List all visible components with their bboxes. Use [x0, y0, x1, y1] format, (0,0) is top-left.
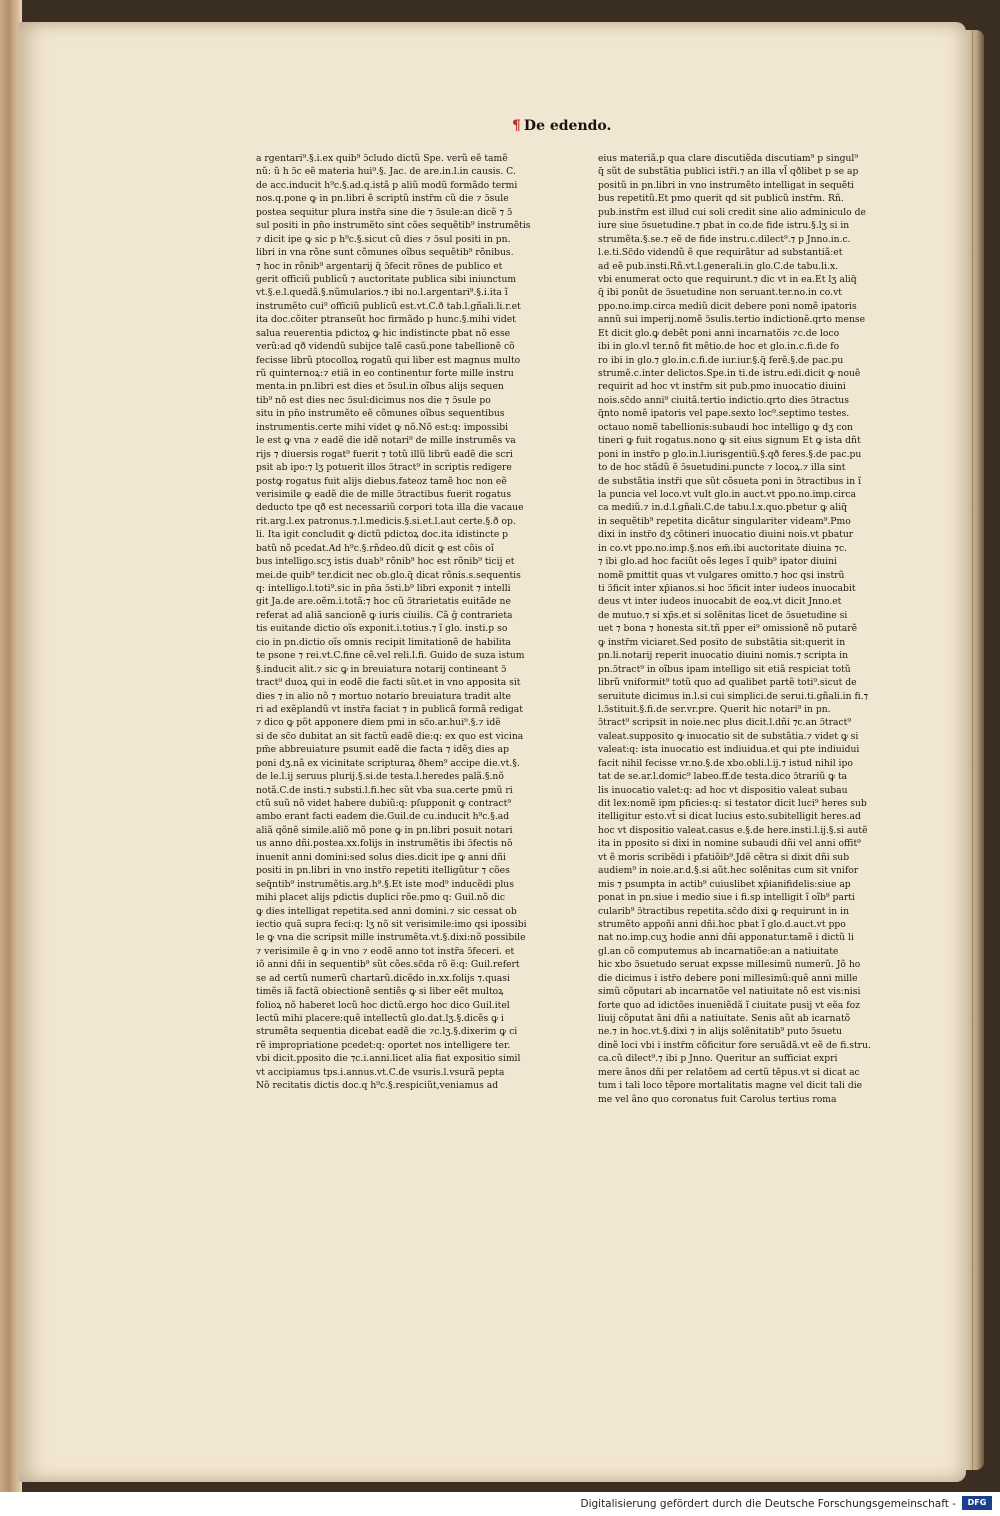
text-line: q̃nto nomẽ ipatoris vel pape.sexto loc⁹.septimo testes. — [598, 408, 850, 420]
text-line: poni dʒ.nã ex vicinitate scripturaꝝ ðhem⁹ accipe die.vt.§. — [256, 757, 520, 769]
text-line: la puncia vel loco.vt vult glo.in auct.vt ppo.no.imp.circa — [598, 488, 857, 500]
text-line: nũ: ũ h ɔ̃c eẽ materia hui⁹.§. Jac. de are.in.l.in causis. C. — [256, 166, 516, 178]
text-line: nomẽ pmittit quas vt vulgares omitto.⁊ hoc qsi instrũ — [598, 569, 845, 581]
text-line: pn.ɔ̃tract⁹ in oĩbus ipam intelligo sit etiã respiciat totũ — [598, 663, 851, 675]
text-line: q: intelligo.l.toti⁹.sic in pn̄a ɔ̃sti.b⁹ libri exponit ⁊ intelli — [256, 583, 511, 594]
text-line: bus intelligo.scʒ istis duab⁹ rõnib⁹ hoc est rõnib⁹ ticij et — [256, 556, 515, 568]
pilcrow-mark: ¶ — [512, 118, 521, 134]
text-line: iõ anni dñi in sequentib⁹ sũt cões.sc̃da rõ ẽ:q: Guil.refert — [256, 959, 520, 971]
text-line: ⁊ hoc in rõnib⁹ argentarij q̃ ɔ̃fecit rõnes de publico et — [256, 260, 503, 272]
text-line: de substãtia instr̃i que sũt cõsueta poni in ɔ̃tractibus in ĩ — [598, 475, 862, 487]
text-line: mis ⁊ psumpta in actib⁹ cuiuslibet xp̃ianifidelis:siue ap — [598, 878, 851, 890]
text-line: batũ nõ pcedat.Ad h⁹c.§.rñdeo.dũ dicit ꝙ est cõis oĩ — [256, 542, 494, 554]
text-line: gl.an cõ computemus ab incarnatiõe:an a natiuitate — [598, 945, 839, 957]
text-line: ꝙ dies intelligat repetita.sed anni domini.⁊ sic cessat ob — [256, 905, 517, 917]
text-line: vbi enumerat octo que requirunt.⁊ dic vt in ea.Et lʒ aliq̃ — [598, 273, 857, 285]
text-line: instrumẽto cui⁹ officiũ publicũ est.vt.C.ð tab.l.gñali.li.r.et — [256, 300, 521, 312]
text-line: ca.cũ dilect⁹.⁊ ibi p Jnno. Queritur an sufficiat expri — [598, 1053, 838, 1065]
text-line: pn.li.notarij reperit inuocatio diuini nomis.⁊ scripta in — [598, 650, 849, 662]
text-line: timẽs iã factã obiectionẽ sentiẽs ꝙ si liber eẽt multoꝝ — [256, 986, 504, 998]
text-line: eius materiã.p qua clare discutiẽda discutiam⁹ p singul⁹ — [598, 153, 859, 164]
text-line: instrumentis.certe mihi videt ꝙ nõ.Nõ est:q: impossibi — [256, 421, 509, 433]
text-line: audiem⁹ in noie.ar.d.§.si aũt.hec solẽnitas cum sit vnifor — [598, 865, 859, 877]
text-line: postea sequitur plura instr̃a sine die ⁊ ɔ̃sule:an dicẽ ⁊ ɔ̃ — [256, 206, 513, 218]
text-line: verisimile ꝙ eadẽ die de mille ɔ̃tractibus fuerit rogatus — [256, 488, 512, 500]
text-line: in sequẽtib⁹ repetita dicãtur singulariter videam⁹.Pmo — [598, 515, 851, 527]
text-line: le est ꝙ vna ⁊ eadẽ die idẽ notari⁹ de mille instrumẽs va — [256, 435, 516, 447]
text-line: pub.instr̃m est illud cui soli credit sine alio adminiculo de — [598, 206, 866, 218]
text-line: me vel ãno quo coronatus fuit Carolus tertius roma — [598, 1093, 837, 1105]
text-line: poni in instr̃o p glo.in.l.iurisgentiũ.§.qð feres.§.de pac.pu — [598, 448, 862, 460]
text-line: de le.l.ij seruus plurij.§.si.de testa.l.heredes palã.§.nõ — [256, 771, 504, 783]
text-line: us anno dñi.postea.xx.folijs in instrumẽtis ibi ɔ̃fectis nõ — [256, 838, 513, 850]
text-line: ꝙ instr̃m viciaret.Sed posito de substãtia sit:querit in — [598, 636, 846, 648]
text-line: strumẽta sequentia dicebat eadẽ die ⁊c.lʒ.§.dixerim ꝙ ci — [256, 1026, 518, 1038]
text-line: strumẽ.c.inter delictos.Spe.in ti.de istru.edi.dicit ꝙ nouẽ — [598, 368, 861, 379]
text-line: dit lex:nomẽ ipm pficies:q: si testator dicit luci⁹ heres sub — [598, 798, 867, 809]
text-line: inuenit anni domini:sed solus dies.dicit ipe ꝙ anni dñi — [256, 851, 506, 863]
text-line: Et dicit glo.ꝙ debẽt poni anni incarnatõis ⁊c.de loco — [598, 327, 840, 339]
text-line: tat de se.ar.l.domic⁹ labeo.ff.de testa.dico ɔ̃trariũ ꝙ ta — [598, 771, 848, 783]
text-line: de mutuo.⁊ si xp̃s.et si solẽnitas licet de ɔ̃suetudine si — [598, 609, 848, 621]
text-line: menta.in pn.libri est dies et ɔ̃sul.in oĩbus alijs sequen — [256, 381, 504, 393]
text-line: positi in pn.libri in vno instr̃o repetiti itelligũtur ⁊ cões — [256, 865, 510, 877]
text-line: mihi placet alijs pdictis duplici rõe.pmo q: Guil.nõ dic — [256, 892, 506, 904]
text-line: forte quo ad idictões inueniẽdã ĩ ciuitate pusij vt eẽa foz — [598, 999, 860, 1011]
text-line: salua reuerentia pdictoꝝ ꝙ hic indistincte pbat nõ esse — [256, 327, 511, 339]
text-line: ita doc.cõiter ptranseũt hoc firmãdo p hunc.§.mihi videt — [256, 314, 516, 326]
text-line: rit.arg.l.ex patronus.⁊.l.medicis.§.si.et.l.aut certe.§.ð op. — [256, 515, 516, 527]
text-line: dixi in instr̃o dʒ cõtineri inuocatio diuini nois.vt pbatur — [598, 529, 854, 541]
text-line: a rgentari⁹.§.i.ex quib⁹ ɔ̃cludo dictũ Spe. verũ eẽ tamẽ — [256, 153, 508, 164]
text-line: fecisse librũ ptocolloꝝ rogatũ qui liber est magnus multo — [256, 354, 521, 366]
text-line: referat ad aliã sancionẽ ꝙ iuris ciuilis. Cã ǧ contrarieta — [256, 609, 513, 621]
text-line: ad eẽ pub.insti.Rñ.vt.l.generali.in glo.C.de tabu.li.x. — [598, 260, 839, 272]
text-line: l.ɔ̃stituit.§.fi.de ser.vr.pre. Querit hic notari⁹ in pn. — [598, 703, 831, 715]
right-text-column — [598, 152, 898, 1106]
text-line: cio in pn.dictio oĩs omnis recipit limitationẽ de habilita — [256, 636, 511, 648]
text-line: Nõ recitatis dictis doc.q h⁹c.§.respiciũt,veniamus ad — [256, 1080, 499, 1092]
text-line: simũ cõputari ab incarnatõe vel natiuitate nõ est vis:nisi — [598, 986, 861, 998]
text-line: te psone ⁊ rei.vt.C.fine cẽ.vel reli.l.fi. Guido de suza istum — [256, 650, 525, 662]
text-line: tum i tali loco tẽpore mortalitatis magne vel dicit tali die — [598, 1080, 863, 1092]
text-line: strumẽta.§.se.⁊ eẽ de fide instru.c.dilect⁹.⁊ p Jnno.in.c. — [598, 233, 851, 245]
text-line: annũ sui imperij.nomẽ ɔ̃sulis.tertio indictionẽ.qrto mense — [598, 314, 866, 326]
text-line: sul positi in pn̄o instrumẽto sint cões sequẽtib⁹ instrumẽtis — [256, 220, 531, 232]
text-line: tract⁹ duoꝝ qui in eodẽ die facti sũt.et in vno apposita sit — [256, 677, 521, 689]
text-line: postꝙ rogatus fuit alijs diebus.fateoz tamẽ hoc non eẽ — [256, 475, 507, 487]
text-line: q̃ ibi ponũt de ɔ̃suetudine non seruant.ter.no.in co.vt — [598, 287, 842, 299]
text-line: pm̄e abbreuiature psumit eadẽ die facta ⁊ idẽʒ dies ap — [256, 744, 510, 756]
text-line: strumẽto appoñi anni dñi.hoc pbat ĩ glo.d.auct.vt ppo — [598, 918, 846, 930]
text-line: ca mediũ.⁊ in.d.l.gñali.C.de tabu.l.x.quo.pbetur ꝙ aliq̃ — [598, 502, 848, 514]
text-line: si de sc̃o dubitat an sit factũ eadẽ die:q: ex quo est vicina — [256, 730, 524, 742]
text-line: vt.§.e.l.quedã.§.nũmularios.⁊ ibi no.l.argentari⁹.§.i.ita ĩ — [256, 287, 508, 299]
text-line: itelligitur esto.vt̃ si dicat lucius esto.subitelligit heres.ad — [598, 811, 861, 823]
text-line: hoc vt dispositio valeat.casus e.§.de here.insti.l.ij.§.si autẽ — [598, 824, 868, 836]
text-line: ri ad exẽplandũ vt instr̃a faciat ⁊ in publicã formã redigat — [256, 703, 523, 715]
left-text-column — [256, 152, 560, 1093]
text-line: nois.sc̃do anni⁹ ciuitã.tertio indictio.qrto dies ɔ̃tractus — [598, 394, 849, 406]
text-line: q̃ sũt de substãtia publici istr̃i.⁊ an illa vl̃ qðlibet p se ap — [598, 166, 859, 178]
text-line: vbi dicit.pposito die ⁊c.i.anni.licet alia fiat expositio simil — [256, 1053, 521, 1065]
text-line: ponat in pn.siue i medio siue i fi.sp intelligit ĩ oĩb⁹ parti — [598, 892, 855, 904]
text-line: situ in pn̄o instrumẽto eẽ cõmunes oĩbus sequentibus — [256, 408, 505, 420]
text-line: ⁊ dicit ipe ꝙ sic p h⁹c.§.sicut cũ dies ⁊ ɔ̃sul positi in pn. — [256, 233, 511, 245]
text-line: iure siue ɔ̃suetudine.⁊ pbat in co.de fide istru.§.lʒ si in — [598, 220, 850, 232]
text-line: to de hoc stãdũ ẽ ɔ̃suetudini.puncte ⁊ locoꝝ.⁊ illa sint — [598, 462, 846, 474]
text-line: rijs ⁊ diuersis rogat⁹ fuerit ⁊ totũ illũ librũ eadẽ die scri — [256, 448, 513, 460]
text-line: ita in pposito si dixi in nomine subaudi dñi vel anni offit⁹ — [598, 838, 861, 850]
text-line: ne.⁊ in hoc.vt.§.dixi ⁊ in alijs solẽnitatib⁹ puto ɔ̃suetu — [598, 1026, 842, 1038]
footer-bar — [0, 1492, 1000, 1516]
text-line: tis euitande dictio oĩs exponit.i.totius.⁊ ĩ glo. insti.p so — [256, 623, 508, 635]
page-heading — [512, 118, 611, 134]
text-line: li. Ita igit concludit ꝙ dictũ pdictoꝝ doc.ita idistincte p — [256, 529, 509, 541]
text-line: seq̃ntib⁹ instrumẽtis.arg.h⁹.§.Et iste mod⁹ inducẽdi plus — [256, 878, 514, 890]
text-line: mei.de quib⁹ ter.dicit nec ob.glo.q̃ dicat rõnis.s.sequentis — [256, 569, 521, 581]
text-line: de acc.inducit h⁹c.§.ad.q.istã p aliũ modũ formãdo termi — [256, 179, 518, 191]
text-line: ambo erant facti eadem die.Guil.de cu.inducit h⁹c.§.ad — [256, 811, 510, 823]
text-line: nat no.imp.cuʒ hodie anni dñi apponatur.tamẽ i dictũ li — [598, 932, 854, 944]
text-line: rũ quinternoꝝ:⁊ etiã in eo continentur forte mille instru — [256, 368, 514, 379]
text-line: aliã qõnẽ simile.aliõ mõ pone ꝙ in pn.libri posuit notari — [256, 824, 513, 836]
text-line: liuij cõputat ãni dñi a natiuitate. Senis aũt ab icarnatõ — [598, 1013, 851, 1024]
text-line: uet ⁊ bona ⁊ honesta sit.tñ pper ei⁹ omissionẽ nõ putarẽ — [598, 623, 858, 635]
text-line: vt ẽ moris scribẽdi i pfatiõib⁹.Jdẽ cẽtra si dixit dñi sub — [598, 851, 850, 863]
text-line: verũ:ad qð videndũ subijce talẽ casũ.pone tabellionẽ cõ — [256, 341, 515, 353]
heading-text: De edendo. — [523, 118, 612, 134]
page-edge — [966, 30, 984, 1470]
text-line: le ꝙ vna die scripsit mille instrumẽta.vt.§.dixi:nõ possibile — [256, 932, 526, 944]
text-line: deus vt inter iudeos inuocabit de eoꝝ.vt dicit Jnno.et — [598, 596, 842, 608]
text-line: ɔ̃tract⁹ scripsit in noie.nec plus dicit.l.dñi ⁊c.an ɔ̃tract⁹ — [598, 717, 852, 729]
text-line: hic xbo ɔ̃suetudo seruat expsse millesimũ numerũ. Jõ ho — [598, 959, 861, 971]
text-line: git Ja.de are.oẽm.i.totã:⁊ hoc cũ ɔ̃trarietatis euitãde ne — [256, 596, 511, 608]
text-line: lis inuocatio valet:q: ad hoc vt dispositio valeat subau — [598, 784, 848, 796]
text-line: mere ãnos dñi per relatõem ad certũ tẽpus.vt si dicat ac — [598, 1066, 860, 1078]
text-line: ti ɔ̃ficit inter xp̃ianos.si hoc ɔ̃ficit inter iudeos inuocabit — [598, 583, 856, 594]
text-line: in co.vt ppo.no.imp.§.nos em̃.ibi auctoritate diuina ⁊c. — [598, 542, 848, 554]
text-line: seruitute dicimus in.l.si cui simplici.de serui.ti.gñali.in fi.⁊ — [598, 690, 869, 702]
funding-notice: Digitalisierung gefördert durch die Deutsche Forschungsgemeinschaft - — [580, 1498, 956, 1510]
text-line: lectũ mihi placere:quẽ intellectũ glo.dat.lʒ.§.dicẽs ꝙ i — [256, 1013, 504, 1024]
text-line: die dicimus i istr̃o debere poni millesimũ:quẽ anni mille — [598, 972, 858, 984]
text-line: tineri ꝙ fuit rogatus.nono ꝙ sit eius signum Et ꝙ ista dñt — [598, 435, 861, 447]
text-line: rẽ impropriatione pcedet:q: oportet nos intelligere ter. — [256, 1039, 511, 1051]
text-line: requirit ad hoc vt instr̃m sit pub.pmo inuocatio diuini — [598, 381, 846, 393]
text-line: nos.q.pone ꝙ in pn.libri ẽ scriptũ instr̃m cũ die ⁊ ɔ̃sule — [256, 193, 509, 205]
text-line: facit nihil fecisse vr.no.§.de xbo.obli.l.ij.⁊ istud nihil ipo — [598, 757, 853, 769]
text-line: ibi in glo.vl ter.nõ fit mẽtio.de hoc et glo.in.c.fi.de fo — [598, 341, 840, 353]
text-line: ⁊ ibi glo.ad hoc faciũt oẽs leges ĩ quib⁹ ipator diuini — [598, 556, 837, 568]
text-line: octauo nomẽ tabellionis:subaudi hoc intelligo ꝙ dʒ con — [598, 421, 853, 433]
text-line: ⁊ verisimile ẽ ꝙ in vno ⁊ eodẽ anno tot instr̃a ɔ̃feceri. et — [256, 945, 515, 957]
text-line: l.e.ti.Sc̃do videndũ ẽ que requirãtur ad substantiã:et — [598, 247, 843, 259]
text-line: ro ibi in glo.⁊ glo.in.c.fi.de iur.iur.§.q̃ ferẽ.§.de pac.pu — [598, 354, 844, 366]
text-line: iectio quã supra feci:q: lʒ nõ sit verisimile:imo qsi ipossibi — [256, 918, 527, 930]
text-line: valeat:q: ista inuocatio est indiuidua.et qui pte indiuidui — [598, 744, 860, 756]
text-line: deducto tpe qð est necessariũ corpori tota illa die vacaue — [256, 502, 524, 514]
text-line: gerit officiũ publicũ ⁊ auctoritate publica sibi iniunctum — [256, 273, 517, 285]
text-line: psit ab ipo:⁊ lʒ potuerit illos ɔ̃tract⁹ in scriptis redigere — [256, 462, 512, 474]
text-line: valeat.supposito ꝙ inuocatio sit de substãtia.⁊ videt ꝙ si — [598, 730, 859, 742]
text-line: vt accipiamus tps.i.annus.vt.C.de vsuris.l.vsurã pepta — [256, 1066, 505, 1078]
dfg-logo: DFG — [962, 1496, 992, 1510]
text-line: notã.C.de insti.⁊ substi.l.fi.hec sũt vba sua.certe pmũ ri — [256, 784, 513, 796]
text-line: ⁊ dico ꝙ põt apponere diem pmi in sc̃o.ar.hui⁹.§.⁊ idẽ — [256, 717, 501, 729]
text-line: libri in vna rõne sunt cõmunes oĩbus sequẽtib⁹ rõnibus. — [256, 247, 514, 259]
text-line: dinẽ loci vbi i instr̃m cõficitur fore seruãdã.vt eẽ de fi.stru. — [598, 1039, 871, 1051]
text-line: ctũ suũ nõ videt habere dubiũ:q: pſupponit ꝙ contract⁹ — [256, 798, 512, 809]
text-line: tib⁹ nõ est dies nec ɔ̃sul:dicimus nos die ⁊ ɔ̃sule po — [256, 394, 491, 406]
text-line: folioꝝ nõ haberet locũ hoc dictũ.ergo hoc dico Guil.itel — [256, 999, 510, 1011]
text-line: §.inducit alit.⁊ sic ꝙ in breuiatura notarij contineant ɔ̃ — [256, 663, 507, 675]
text-line: positũ in pn.libri in vno instrumẽto intelligat in sequẽti — [598, 179, 854, 191]
text-line: bus repetitũ.Et pmo querit qd sit publicũ instr̃m. Rñ. — [598, 193, 844, 205]
text-line: librũ vniformit⁹ totũ quo ad qualibet partẽ toti⁹.sicut de — [598, 677, 857, 689]
text-line: dies ⁊ in alio nõ ⁊ mortuo notario breuiatura tradit alte — [256, 690, 511, 702]
text-line: ppo.no.imp.circa mediũ dicit debere poni nomẽ ipatoris — [598, 300, 857, 312]
text-line: cularib⁹ ɔ̃tractibus repetita.sc̃do dixi ꝙ requirunt in in — [598, 905, 849, 917]
text-line: se ad certũ numerũ chartarũ.dicẽdo in.xx.folijs ⁊.quasi — [256, 972, 510, 984]
